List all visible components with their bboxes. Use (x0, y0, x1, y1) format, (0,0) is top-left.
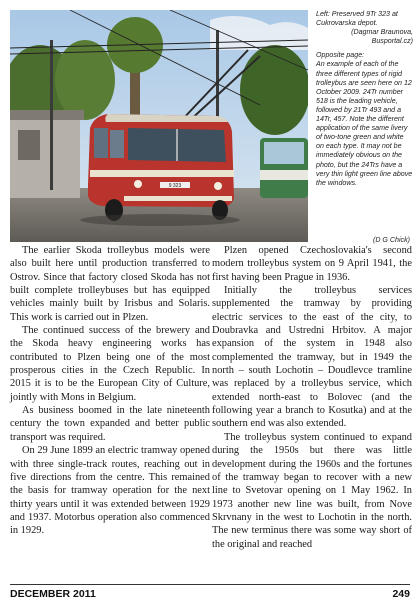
caption-opposite-body: An example of each of the three different types of rigid trolleybus are seen here on 12 October 2009. 24Tr number 518 is the leading vehicle, followed by 21Tr 493 and a 14Tr, 457. Note the different application of the same livery of two-tone green and white on each type. It may not be immediately obvious on the photo, but the 24Trs have a very thin light green line above the windows. (316, 60, 413, 187)
bus-number: 9 323 (168, 183, 182, 189)
paragraph: The trolleybus system continued to expand during the 1950s but there was little development during the 1960s and the fortunes of the tramway began to recover with a new line to Svetovar opening on 1 May 1962. In 1973 another new line was built, from Nove Skrvnany in the west to Lochotin in the north. The new terminus there was some way short of the original and reached (212, 431, 412, 550)
page-footer (10, 584, 410, 599)
trolleybus-photo (10, 10, 308, 242)
paragraph: The continued success of the brewery and the Skoda heavy engineering works has contributed to Plzen being one of the most prosperous cities in the Czech Republic. In 2015 it is to be the European City of Culture, jointly with Mons in Belgium. (10, 325, 210, 403)
page-number: 249 (392, 588, 410, 600)
photo-caption (316, 10, 413, 188)
paragraph: Initially the trolleybus services supplemented the tramway by providing electric services to the east of the city, to Doubravka and Ustredni Hrbitov. A major expansion of the system in 1948 also complemented the tramway, but in 1949 the north – south Lochotin – Doudlevce tramline was replaced by a trolleybus service, which extended north-east to Bolovec (and the following year a branch to Kosutka) and at the southern end was also extended. (212, 285, 412, 430)
paragraph: As business boomed in the late nineteenth century the town expanded and better public transport was required. (10, 405, 210, 443)
issue-date: DECEMBER 2011 (10, 588, 96, 600)
credit-left: (Dagmar Braunova, Busportal.cz) (351, 28, 413, 46)
caption-left: Left: Preserved 9Tr 323 at Cukrovarska depot. (316, 10, 398, 28)
article-column-right (212, 244, 412, 551)
paragraph: The earlier Skoda trolleybus models were also built here until production transferred to Ostrov. Since that factory closed Skoda has not built complete trolleybuses but has equipped vehicles mainly built by Irisbus and Solaris. This work is carried out in Plzen. (10, 245, 210, 323)
credit-opposite: (D G Chick) (372, 236, 410, 244)
paragraph: Plzen opened Czechoslovakia's second modern trolleybus system on 9 April 1941, the first having been Prague in 1936. (212, 245, 412, 283)
article-column-left (10, 244, 210, 538)
paragraph: On 29 June 1899 an electric tramway opened with three single-track routes, reaching out in five directions from the centre. This remained the basis for tramway operation for the next thirty years until it was extended between 1929 and 1937. Motorbus operation also commenced in 1929. (10, 445, 210, 537)
trolleybus-illustration (10, 10, 308, 242)
caption-opposite-heading: Opposite page: (316, 51, 365, 60)
